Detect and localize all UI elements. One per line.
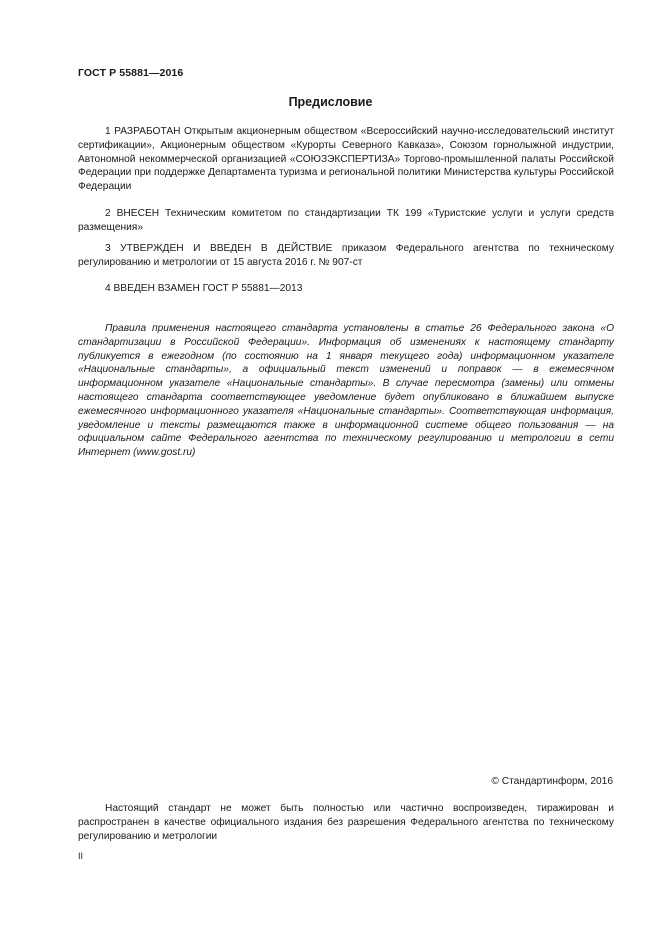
foreword-item-4: 4 ВВЕДЕН ВЗАМЕН ГОСТ Р 55881—2013 bbox=[105, 283, 303, 294]
copyright-line: © Стандартинформ, 2016 bbox=[491, 776, 613, 787]
usage-notice: Правила применения настоящего стандарта установлены в статье 26 Федерального закона «О стандартизации в Российской Федерации». Информация об изменениях к настоящему стандарту публикуется в ежегодном (по состоянию на 1 января текущего года) информационном указателе «Национальные стандарты», а официальный текст изменений и поправок — в ежемесячном информационном указателе «Национальные стандарты». В случае пересмотра (замены) или отмены настоящего стандарта соответствующее уведомление будет опубликовано в ближайшем выпуске ежемесячного информационного указателя «Национальные стандарты». Соответствующая информация, уведомление и тексты размещаются также в информационной системе общего пользования — на официальном сайте Федерального агентства по техническому регулированию и метрологии в сети Интернет (www.gost.ru) bbox=[78, 323, 614, 459]
standard-id-header: ГОСТ Р 55881—2016 bbox=[78, 67, 184, 79]
foreword-item-2: 2 ВНЕСЕН Техническим комитетом по стандартизации ТК 199 «Туристские услуги и услуги средств размещения» bbox=[78, 208, 614, 233]
page-number: II bbox=[78, 851, 84, 861]
foreword-item-3: 3 УТВЕРЖДЕН И ВВЕДЕН В ДЕЙСТВИЕ приказом Федерального агентства по техническому регулированию и метрологии от 15 августа 2016 г. № 907-ст bbox=[78, 243, 614, 268]
page-title: Предисловие bbox=[288, 95, 373, 109]
rights-notice: Настоящий стандарт не может быть полностью или частично воспроизведен, тиражирован и распространен в качестве официального издания без разрешения Федерального агентства по техническому регулированию и метрологии bbox=[78, 803, 614, 842]
foreword-item-1: 1 РАЗРАБОТАН Открытым акционерным обществом «Всероссийский научно-исследовательский институт сертификации», Акционерным обществом «Курорты Северного Кавказа», Союзом горнолыжной индустрии, Автономной некоммерческой организацией «СОЮЗЭКСПЕРТИЗА» Торгово-промышленной палаты Российской Федерации при поддержке Департамента туризма и региональной политики Министерства культуры Российской Федерации bbox=[78, 126, 614, 193]
